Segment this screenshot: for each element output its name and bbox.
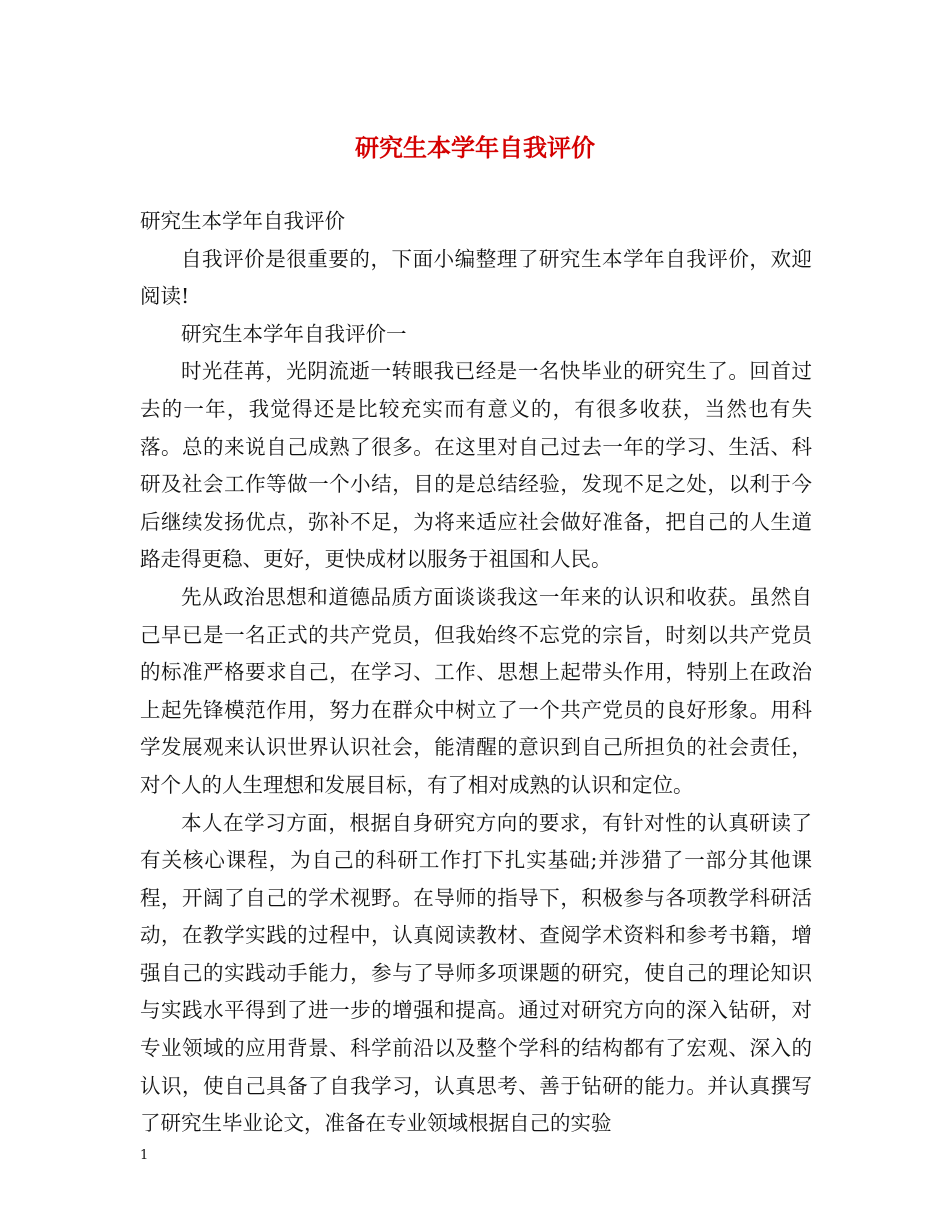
document-body	[140, 203, 812, 1143]
page-number: 1	[140, 1148, 149, 1163]
document-title: 研究生本学年自我评价	[355, 133, 595, 162]
paragraph-study: 本人在学习方面，根据自身研究方向的要求，有针对性的认真研读了有关核心课程，为自己的科研工作打下扎实基础;并涉猎了一部分其他课程，开阔了自己的学术视野。在导师的指导下，积极参与各项教学科研活动，在教学实践的过程中，认真阅读教材、查阅学术资料和参考书籍，增强自己的实践动手能力，参与了导师多项课题的研究，使自己的理论知识与实践水平得到了进一步的增强和提高。通过对研究方向的深入钻研，对专业领域的应用背景、科学前沿以及整个学科的结构都有了宏观、深入的认识，使自己具备了自我学习，认真思考、善于钻研的能力。并认真撰写了研究生毕业论文，准备在专业领域根据自己的实验	[140, 810, 812, 1136]
paragraph-intro: 自我评价是很重要的，下面小编整理了研究生本学年自我评价，欢迎阅读!	[140, 246, 812, 309]
section-heading-one: 研究生本学年自我评价一	[181, 321, 407, 346]
paragraph-overview: 时光荏苒，光阴流逝一转眼我已经是一名快毕业的研究生了。回首过去的一年，我觉得还是比较充实而有意义的，有很多收获，当然也有失落。总的来说自己成熟了很多。在这里对自己过去一年的学习、生活、科研及社会工作等做一个小结，目的是总结经验，发现不足之处，以利于今后继续发扬优点，弥补不足，为将来适应社会做好准备，把自己的人生道路走得更稳、更好，更快成材以服务于祖国和人民。	[140, 359, 812, 572]
paragraph-heading: 研究生本学年自我评价	[140, 209, 345, 233]
paragraph-politics: 先从政治思想和道德品质方面谈谈我这一年来的认识和收获。虽然自己早已是一名正式的共产党员，但我始终不忘党的宗旨，时刻以共产党员的标准严格要求自己，在学习、工作、思想上起带头作用，特别上在政治上起先锋模范作用，努力在群众中树立了一个共产党员的良好形象。用科学发展观来认识世界认识社会，能清醒的意识到自己所担负的社会责任，对个人的人生理想和发展目标，有了相对成熟的认识和定位。	[140, 584, 812, 797]
